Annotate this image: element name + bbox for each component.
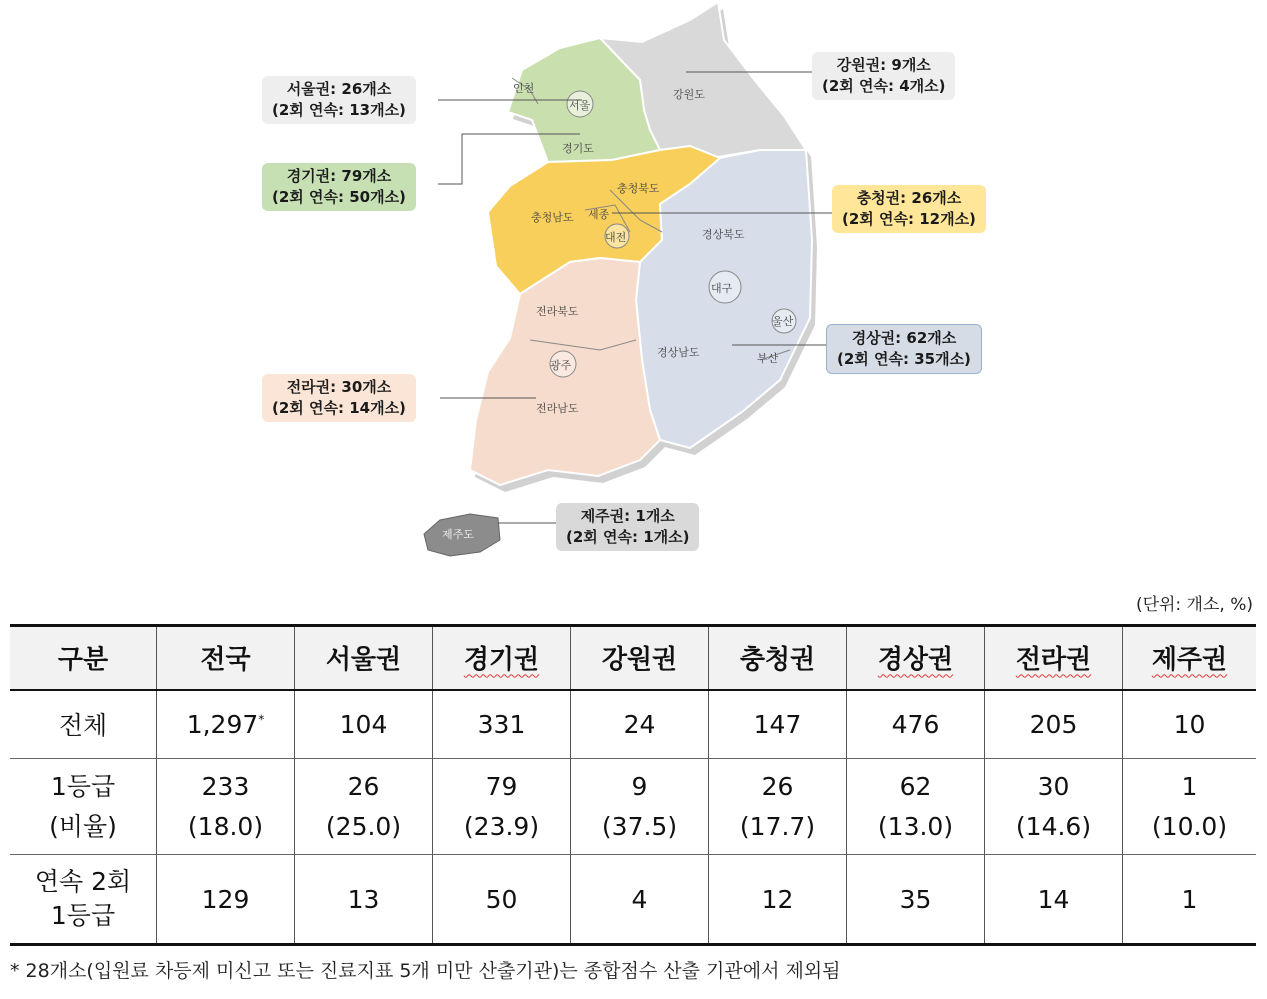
label-daejeon: 대전 (605, 231, 627, 244)
cell-value: 476 (847, 690, 985, 759)
callout-seoul-consecutive: (2회 연속: 13개소) (272, 101, 406, 119)
callout-jeolla-consecutive: (2회 연속: 14개소) (272, 399, 406, 417)
callout-gyeongsang (826, 324, 982, 374)
header-jeju-text: 제주권 (1151, 645, 1228, 676)
callout-chungcheong-consecutive: (2회 연속: 12개소) (842, 210, 976, 228)
callout-seoul-count: 서울권: 26개소 (286, 80, 392, 98)
cell-value: 13 (295, 855, 433, 945)
cell-count: 26 (347, 771, 380, 801)
table-row-consecutive (10, 855, 1256, 945)
header-gyeonggi-text: 경기권 (463, 645, 540, 676)
cell-value (295, 759, 433, 855)
header-chungcheong: 충청권 (709, 626, 847, 690)
label-chungbuk: 충청북도 (617, 182, 660, 195)
header-gyeongsang-text: 경상권 (877, 645, 954, 676)
cell-value (157, 690, 295, 759)
cell-value: 35 (847, 855, 985, 945)
cell-count: 9 (631, 771, 648, 801)
cell-ratio: (23.9) (463, 811, 540, 841)
row-label (10, 855, 157, 945)
callout-jeju-consecutive: (2회 연속: 1개소) (566, 528, 690, 546)
cell-count: 62 (899, 771, 932, 801)
cell-value: 24 (571, 690, 709, 759)
header-jeolla-text: 전라권 (1015, 645, 1092, 676)
label-gangwon: 강원도 (673, 88, 705, 101)
cell-value (1123, 759, 1257, 855)
label-gwangju: 광주 (550, 359, 572, 372)
cell-ratio: (10.0) (1151, 811, 1228, 841)
label-jeju: 제주도 (442, 528, 474, 541)
row-label-line2: 1등급 (50, 901, 116, 930)
header-jeju (1123, 626, 1257, 690)
footnote-mark: * (258, 712, 265, 727)
table-header-row (10, 626, 1256, 690)
callout-jeolla-count: 전라권: 30개소 (286, 378, 392, 396)
cell-value (433, 759, 571, 855)
header-gyeonggi (433, 626, 571, 690)
cell-value (157, 759, 295, 855)
label-daegu: 대구 (711, 282, 733, 295)
callout-seoul (262, 76, 416, 124)
footnote: * 28개소(입원료 차등제 미신고 또는 진료지표 5개 미만 산출기관)는 종합점수 산출 기관에서 제외됨 (10, 960, 841, 982)
cell-count: 79 (485, 771, 518, 801)
cell-ratio: (37.5) (601, 811, 678, 841)
header-gyeongsang (847, 626, 985, 690)
callout-jeju (556, 503, 699, 551)
unit-label: (단위: 개소, %) (1135, 595, 1253, 615)
callout-gyeonggi (262, 163, 416, 211)
row-label: 전체 (58, 711, 108, 741)
cell-count: 26 (761, 771, 794, 801)
label-incheon: 인천 (513, 82, 535, 95)
callout-gangwon-count: 강원권: 9개소 (836, 56, 931, 74)
cell-value: 4 (571, 855, 709, 945)
label-chungnam: 충청남도 (531, 211, 574, 224)
cell-ratio: (13.0) (877, 811, 954, 841)
cell-value (571, 759, 709, 855)
label-busan: 부산 (757, 352, 779, 365)
cell-value: 129 (157, 855, 295, 945)
table-row-total (10, 690, 1256, 759)
cell-ratio: (17.7) (739, 811, 816, 841)
cell-value: 14 (985, 855, 1123, 945)
label-jeonbuk: 전라북도 (536, 305, 579, 318)
callout-gyeongsang-consecutive: (2회 연속: 35개소) (837, 350, 971, 368)
label-gyeongnam: 경상남도 (657, 346, 700, 359)
row-label-line2: (비율) (49, 811, 117, 841)
cell-count: 30 (1037, 771, 1070, 801)
cell-value: 12 (709, 855, 847, 945)
label-sejong: 세종 (588, 208, 610, 221)
cell-value: 331 (433, 690, 571, 759)
row-label (10, 759, 157, 855)
cell-ratio: (25.0) (325, 811, 402, 841)
label-gyeonggi: 경기도 (562, 142, 594, 155)
header-gangwon: 강원권 (571, 626, 709, 690)
label-gyeongbuk: 경상북도 (702, 228, 745, 241)
callout-jeolla (262, 374, 416, 422)
cell-ratio: (14.6) (1015, 811, 1092, 841)
callout-gyeongsang-count: 경상권: 62개소 (851, 329, 957, 347)
cell-value: 10 (1123, 690, 1257, 759)
cell-value: 147 (709, 690, 847, 759)
callout-gangwon (812, 52, 955, 100)
cell-value: 205 (985, 690, 1123, 759)
callout-gyeonggi-count: 경기권: 79개소 (286, 167, 392, 185)
callout-chungcheong-count: 충청권: 26개소 (856, 189, 962, 207)
cell-count: 233 (201, 771, 250, 801)
region-stats-table (10, 624, 1256, 946)
label-seoul: 서울 (569, 99, 591, 112)
cell-value: 104 (295, 690, 433, 759)
callout-gyeonggi-consecutive: (2회 연속: 50개소) (272, 188, 406, 206)
header-category: 구분 (57, 645, 109, 676)
callout-jeju-count: 제주권: 1개소 (580, 507, 675, 525)
label-jeonnam: 전라남도 (536, 402, 579, 415)
callout-gangwon-consecutive: (2회 연속: 4개소) (822, 77, 946, 95)
table-row-grade1 (10, 759, 1256, 855)
cell-value (985, 759, 1123, 855)
row-label-line1: 1등급 (50, 771, 116, 801)
cell-count: 1 (1181, 771, 1198, 801)
header-seoul: 서울권 (295, 626, 433, 690)
cell-total-national: 1,297 (186, 709, 259, 739)
header-jeolla (985, 626, 1123, 690)
row-label-line1: 연속 2회 (34, 867, 132, 896)
cell-ratio: (18.0) (187, 811, 264, 841)
label-ulsan: 울산 (772, 315, 794, 328)
callout-chungcheong (832, 185, 986, 233)
cell-value: 1 (1123, 855, 1257, 945)
cell-value: 50 (433, 855, 571, 945)
header-national: 전국 (157, 626, 295, 690)
cell-value (847, 759, 985, 855)
cell-value (709, 759, 847, 855)
